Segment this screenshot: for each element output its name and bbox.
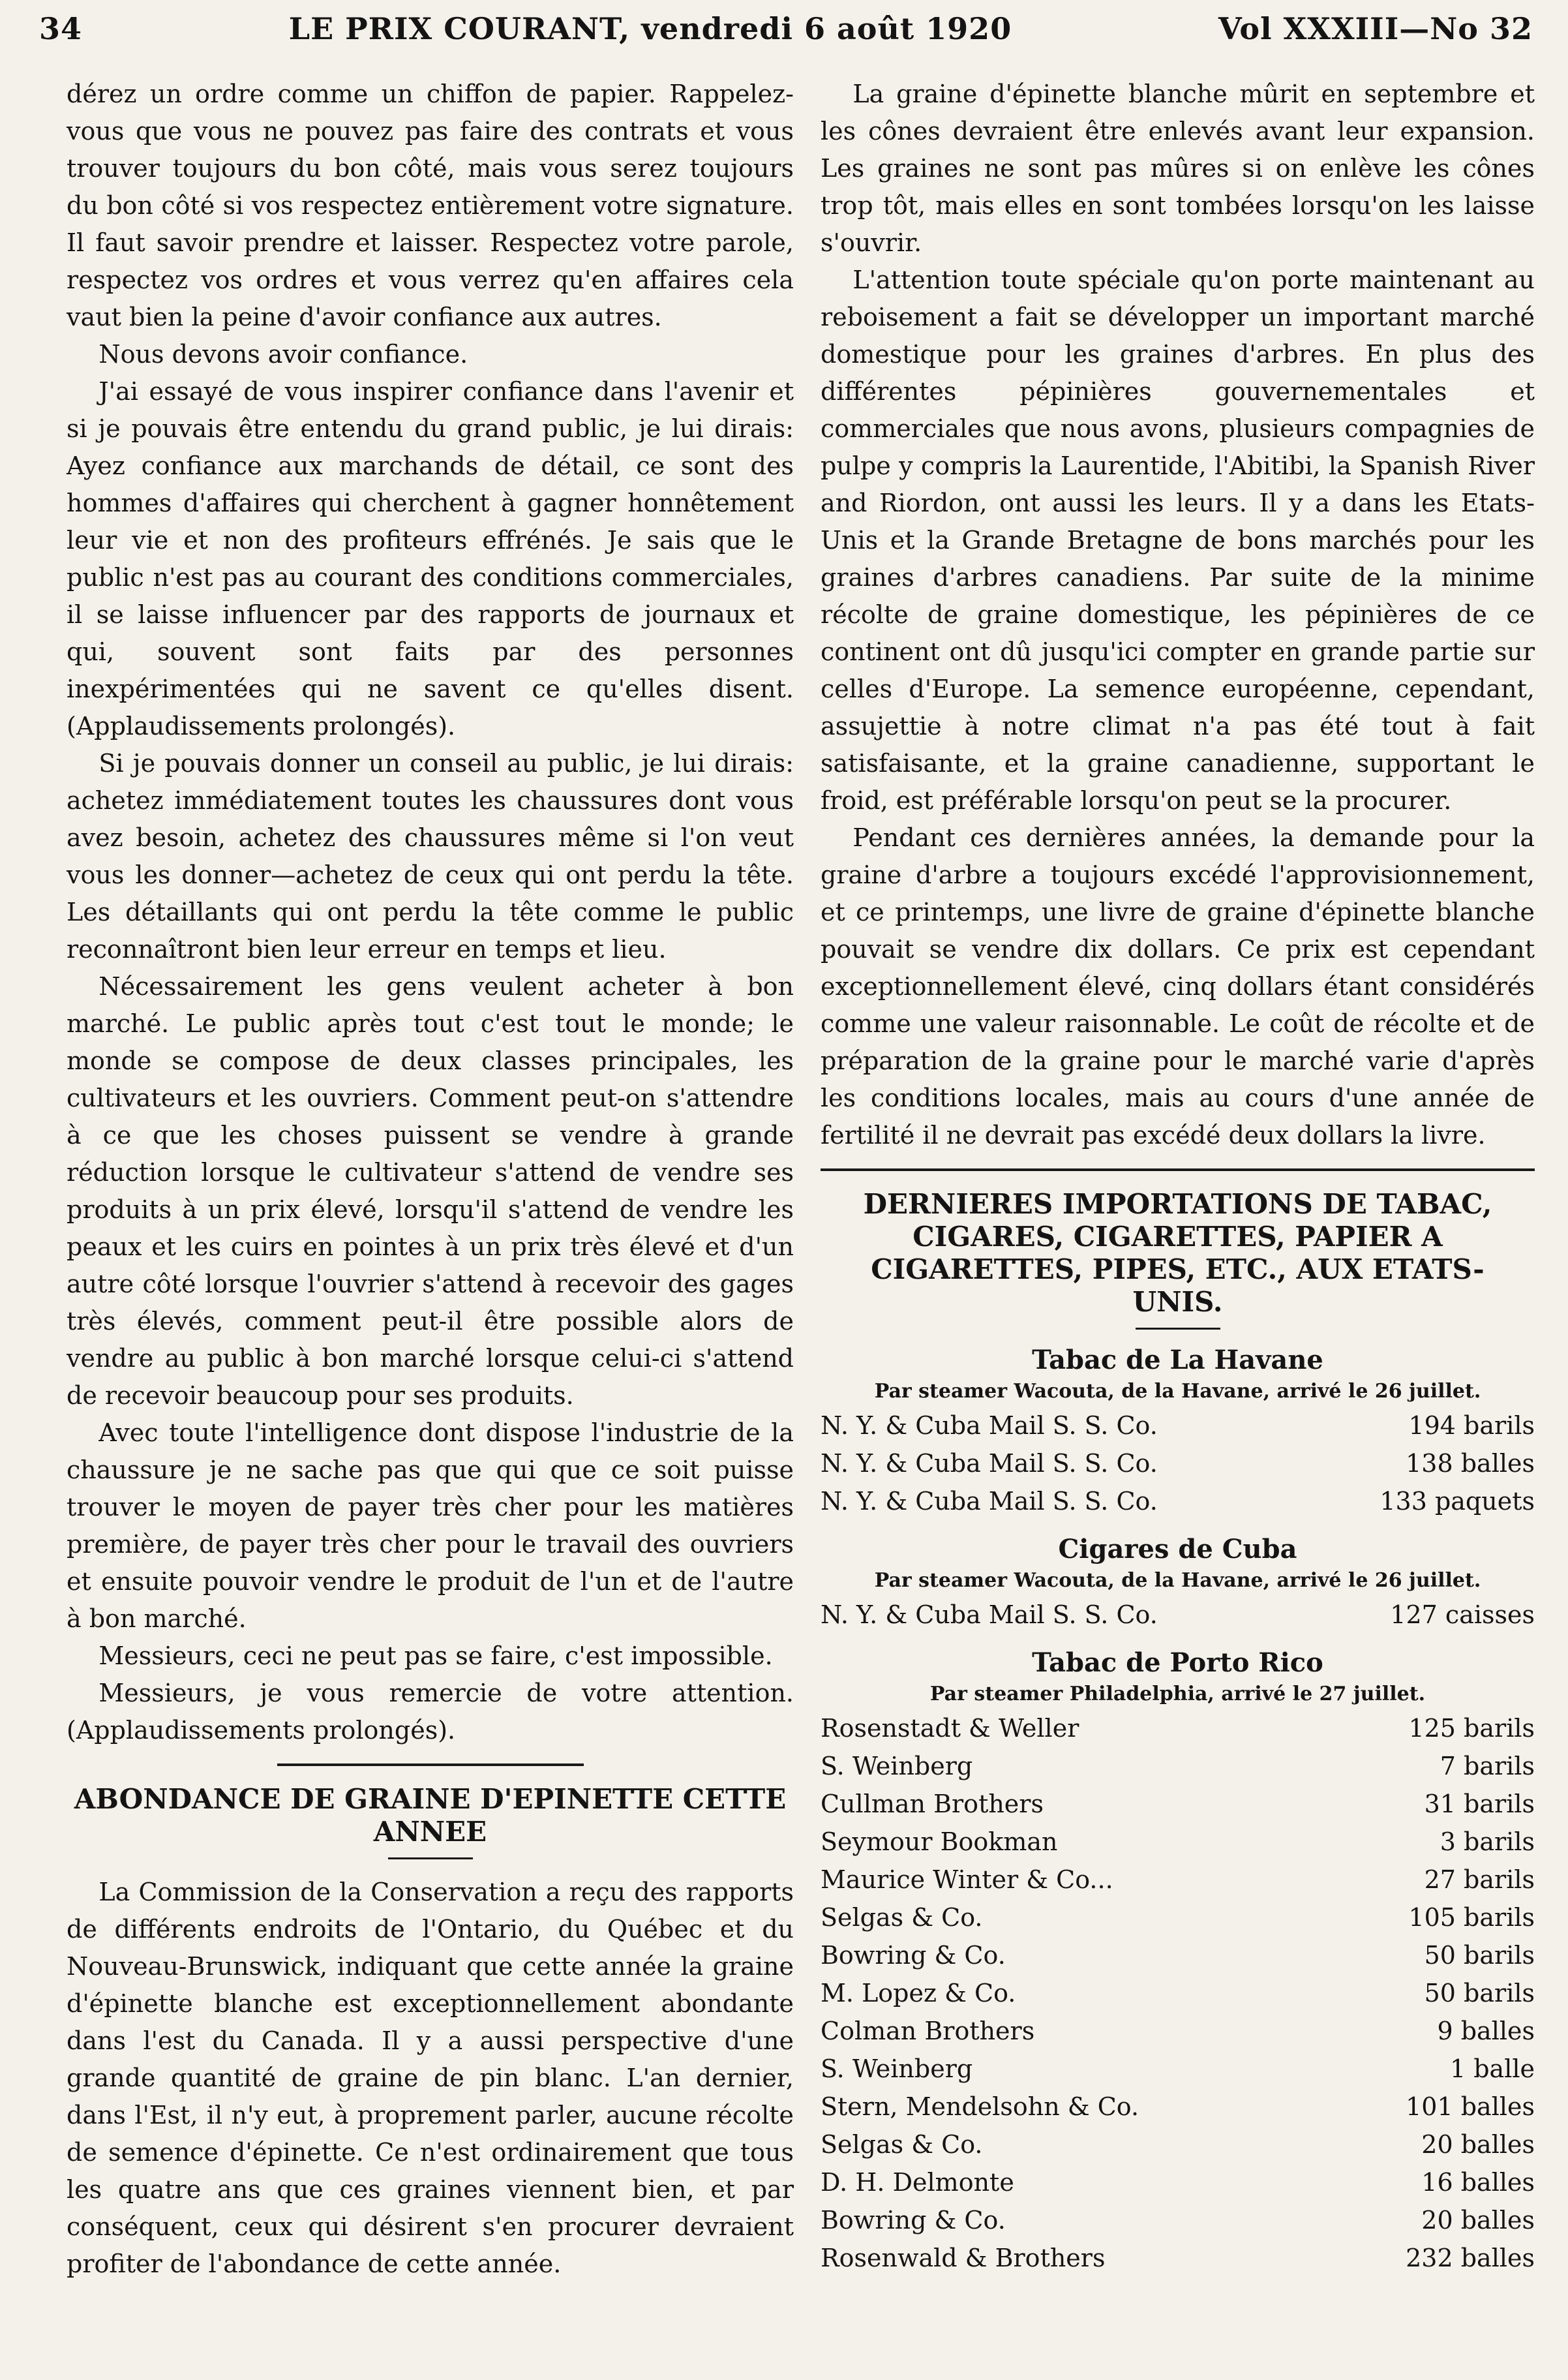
page-header	[39, 9, 1533, 48]
paragraph: Nécessairement les gens veulent acheter à bon marché. Le public après tout c'est tout le monde; le monde se compose de deux classes principales, les cultivateurs et les ouvriers. Comment peut-on s'attendre à ce que les choses puissent se vendre à grande réduction lorsque le cultivateur s'attend de vendre ses produits à un prix élevé, lorsqu'il s'attend de vendre les peaux et les cuirs en pointes à un prix très élevé et d'un autre côté lorsque l'ouvrier s'attend à recevoir des gages très élevés, comment peut-il être possible alors de vendre au public à bon marché lorsque celui-ci s'attend de recevoir beaucoup pour ses produits.	[67, 972, 794, 1410]
import-row	[821, 1785, 1535, 1823]
shipping-note: Par steamer Wacouta, de la Havane, arrivé le 26 juillet.	[874, 1569, 1481, 1592]
import-row	[821, 1899, 1535, 1936]
import-quantity: 138 balles	[1406, 1449, 1535, 1478]
importer-name: N. Y. & Cuba Mail S. S. Co.	[821, 1600, 1158, 1629]
importer-name: N. Y. & Cuba Mail S. S. Co.	[821, 1487, 1158, 1516]
importer-name: N. Y. & Cuba Mail S. S. Co.	[821, 1449, 1158, 1478]
paragraph: dérez un ordre comme un chiffon de papier. Rappelez-vous que vous ne pouvez pas faire des contrats et vous trouver toujours du bon côté, mais vous serez toujours du bon côté si vos respectez entièrement votre signature. Il faut savoir prendre et laisser. Respectez votre parole, respectez vos ordres et vous verrez qu'en affaires cela vaut bien la peine d'avoir confiance aux autres.	[67, 80, 794, 331]
importer-name: D. H. Delmonte	[821, 2168, 1014, 2197]
import-quantity: 105 barils	[1408, 1903, 1535, 1932]
paragraph: Nous devons avoir confiance.	[98, 340, 468, 369]
import-quantity: 101 balles	[1406, 2092, 1535, 2121]
paragraph: La graine d'épinette blanche mûrit en septembre et les cônes devraient être enlevés avant leur expansion. Les graines ne sont pas mûres si on enlève les cônes trop tôt, mais elles en sont tombées lorsqu'on les laisse s'ouvrir.	[821, 80, 1535, 257]
import-quantity: 27 barils	[1424, 1865, 1535, 1894]
volume-number: Vol XXXIII—No 32	[1218, 11, 1533, 46]
import-section-havana-tobacco	[821, 1344, 1535, 1520]
import-row	[821, 1974, 1535, 2012]
paragraph: J'ai essayé de vous inspirer confiance dans l'avenir et si je pouvais être entendu du grand public, je lui dirais: Ayez confiance aux marchands de détail, ce sont des hommes d'affaires qui cherchent à gagner honnêtement leur vie et non des profiteurs effrénés. Je sais que le public n'est pas au courant des conditions commerciales, il se laisse influencer par des rapports de journaux et qui, souvent sont faits par des personnes inexpérimentées qui ne savent ce qu'elles disent. (Applaudissements prolongés).	[67, 377, 794, 740]
import-quantity: 232 balles	[1406, 2244, 1535, 2272]
importer-name: Maurice Winter & Co...	[821, 1865, 1113, 1894]
import-row	[821, 2126, 1535, 2163]
import-quantity: 127 caisses	[1390, 1600, 1535, 1629]
section-heading: Tabac de Porto Rico	[1032, 1647, 1323, 1678]
importer-name: Rosenstadt & Weller	[821, 1714, 1079, 1743]
import-quantity: 50 barils	[1424, 1941, 1535, 1970]
importer-name: Selgas & Co.	[821, 2130, 983, 2159]
importer-name: Selgas & Co.	[821, 1903, 983, 1932]
import-quantity: 125 barils	[1408, 1714, 1535, 1743]
import-row	[821, 2050, 1535, 2088]
title-underline	[388, 1857, 473, 1859]
import-row	[821, 1482, 1535, 1520]
import-row	[821, 1407, 1535, 1444]
import-quantity: 194 barils	[1408, 1411, 1535, 1440]
import-quantity: 20 balles	[1421, 2130, 1535, 2159]
paragraph: Messieurs, ceci ne peut pas se faire, c'est impossible.	[98, 1641, 773, 1670]
importer-name: Stern, Mendelsohn & Co.	[821, 2092, 1139, 2121]
importer-name: Bowring & Co.	[821, 2206, 1006, 2235]
importer-name: Colman Brothers	[821, 2017, 1035, 2045]
import-row	[821, 2163, 1535, 2201]
import-row	[821, 1596, 1535, 1634]
article-paragraph: La Commission de la Conservation a reçu des rapports de différents endroits de l'Ontario, du Québec et du Nouveau-Brunswick, indiquant que cette année la graine d'épinette blanche est exceptionnellement abondante dans l'est du Canada. Il y a aussi perspective d'une grande quantité de graine de pin blanc. L'an dernier, dans l'Est, il n'y eut, à proprement parler, aucune récolte de semence d'épinette. Ce n'est ordinairement que tous les quatre ans que ces graines viennent bien, et par conséquent, ceux qui désirent s'en procurer devraient profiter de l'abondance de cette année.	[67, 1878, 794, 2278]
importer-name: N. Y. & Cuba Mail S. S. Co.	[821, 1411, 1158, 1440]
importer-name: M. Lopez & Co.	[821, 1979, 1016, 2007]
import-quantity: 3 barils	[1440, 1827, 1535, 1856]
section-heading: Cigares de Cuba	[1058, 1534, 1297, 1564]
right-column	[821, 76, 1535, 2277]
import-row	[821, 1823, 1535, 1861]
import-quantity: 133 paquets	[1380, 1487, 1535, 1516]
import-quantity: 20 balles	[1421, 2206, 1535, 2235]
paragraph: L'attention toute spéciale qu'on porte maintenant au reboisement a fait se développer un important marché domestique pour les graines d'arbres. En plus des différentes pépinières gouvernementales et commerciales que nous avons, plusieurs compagnies de pulpe y compris la Laurentide, l'Abitibi, la Spanish River and Riordon, ont aussi les leurs. Il y a dans les Etats-Unis et la Grande Bretagne de bons marchés pour les graines d'arbres canadiens. Par suite de la minime récolte de graine domestique, les pépinières de ce continent ont dû jusqu'ici compter en grande partie sur celles d'Europe. La semence européenne, cependant, assujettie à notre climat n'a pas été tout à fait satisfaisante, et la graine canadienne, supportant le froid, est préférable lorsqu'on peut se la procurer.	[821, 266, 1535, 815]
import-row	[821, 1709, 1535, 1747]
importer-name: Bowring & Co.	[821, 1941, 1006, 1970]
page-number: 34	[39, 11, 83, 46]
import-row	[821, 2201, 1535, 2239]
title-underline	[1136, 1328, 1220, 1330]
import-row	[821, 2088, 1535, 2126]
import-row	[821, 1861, 1535, 1899]
import-section-cuban-cigars	[821, 1533, 1535, 1634]
section-heading: Tabac de La Havane	[1032, 1345, 1323, 1375]
import-quantity: 9 balles	[1437, 2017, 1535, 2045]
paragraph: Si je pouvais donner un conseil au public, je lui dirais: achetez immédiatement toutes les chaussures dont vous avez besoin, achetez des chaussures même si l'on veut vous les donner—achetez de ceux qui ont perdu la tête. Les détaillants qui ont perdu la tête comme le public reconnaîtront bien leur erreur en temps et lieu.	[67, 749, 794, 964]
left-column	[67, 76, 794, 2283]
import-quantity: 31 barils	[1424, 1790, 1535, 1818]
import-row	[821, 2012, 1535, 2050]
import-row	[821, 1747, 1535, 1785]
paragraph: Pendant ces dernières années, la demande pour la graine d'arbre a toujours excédé l'approvisionnement, et ce printemps, une livre de graine d'épinette blanche pouvait se vendre dix dollars. Ce prix est cependant exceptionnellement élevé, cinq dollars étant considérés comme une valeur raisonnable. Le coût de récolte et de préparation de la graine pour le marché varie d'après les conditions locales, mais au cours d'une année de fertilité il ne devrait pas excédé deux dollars la livre.	[821, 823, 1535, 1150]
import-quantity: 50 barils	[1424, 1979, 1535, 2007]
shipping-note: Par steamer Philadelphia, arrivé le 27 juillet.	[929, 1683, 1426, 1705]
importer-name: S. Weinberg	[821, 2054, 973, 2083]
importer-name: S. Weinberg	[821, 1752, 973, 1780]
imports-title: DERNIERES IMPORTATIONS DE TABAC, CIGARES, CIGARETTES, PAPIER A CIGARETTES, PIPES, ETC., AUX ETATS-UNIS.	[863, 1188, 1492, 1318]
paragraph: Avec toute l'intelligence dont dispose l'industrie de la chaussure je ne sache pas que qui que ce soit puisse trouver le moyen de payer très cher pour les matières première, de payer très cher pour le travail des ouvriers et ensuite pouvoir vendre le produit de l'un et de l'autre à bon marché.	[67, 1418, 794, 1633]
publication-title: LE PRIX COURANT, vendredi 6 août 1920	[288, 11, 1012, 46]
section-divider	[821, 1168, 1535, 1171]
import-quantity: 7 barils	[1440, 1752, 1535, 1780]
shipping-note: Par steamer Wacouta, de la Havane, arrivé le 26 juillet.	[874, 1380, 1481, 1403]
import-quantity: 1 balle	[1449, 2054, 1535, 2083]
article-title: ABONDANCE DE GRAINE D'EPINETTE CETTE ANNEE	[74, 1783, 787, 1848]
paragraph: Messieurs, je vous remercie de votre attention. (Applaudissements prolongés).	[67, 1679, 794, 1745]
importer-name: Cullman Brothers	[821, 1790, 1044, 1818]
import-row	[821, 2239, 1535, 2277]
import-section-porto-rico-tobacco	[821, 1647, 1535, 2277]
importer-name: Rosenwald & Brothers	[821, 2244, 1106, 2272]
importer-name: Seymour Bookman	[821, 1827, 1058, 1856]
section-divider	[277, 1763, 584, 1766]
import-row	[821, 1936, 1535, 1974]
import-row	[821, 1444, 1535, 1482]
import-quantity: 16 balles	[1421, 2168, 1535, 2197]
